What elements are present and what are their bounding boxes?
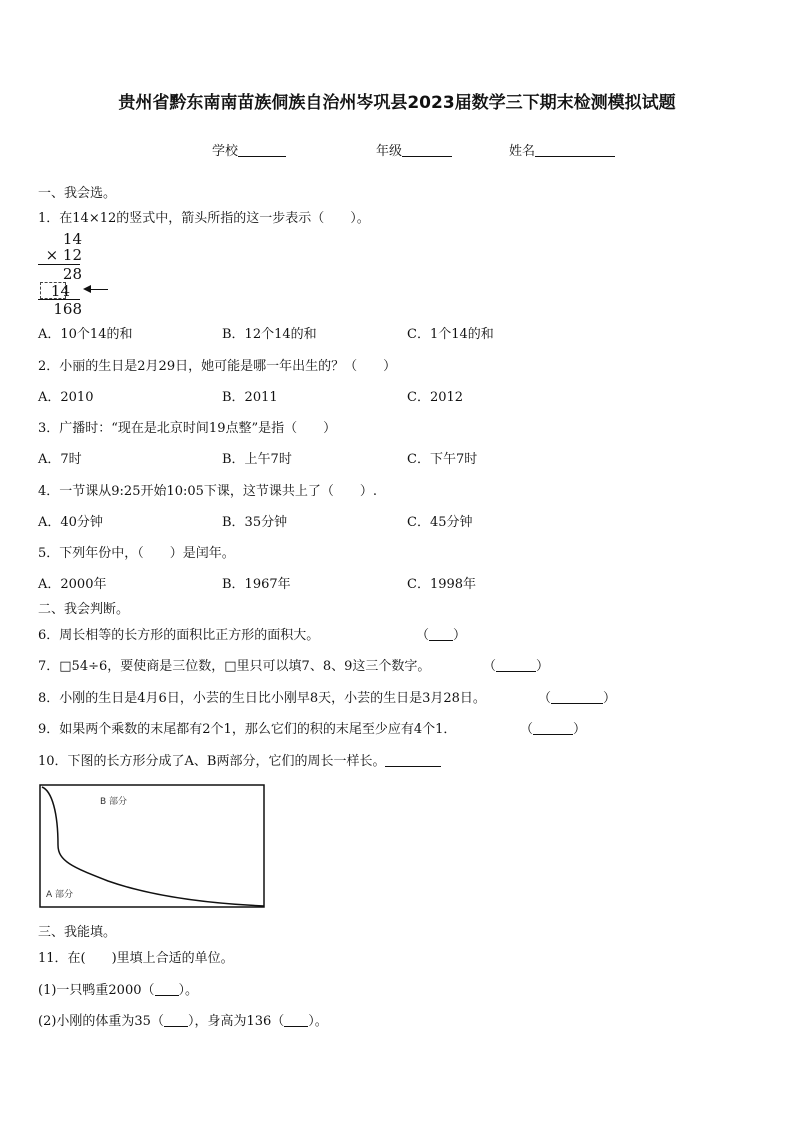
q5-option-b[interactable]: B．1967年 <box>222 577 291 592</box>
question-11-part-2 <box>38 1010 328 1029</box>
q9-paren-open: （ <box>520 722 534 737</box>
q5-option-c[interactable]: C．1998年 <box>407 577 477 592</box>
q10-blank[interactable] <box>385 753 441 767</box>
calc-row-3: 28 <box>62 265 82 283</box>
q4-option-c[interactable]: C．45分钟 <box>407 515 473 530</box>
figure-curve <box>42 787 264 906</box>
arrow-shaft <box>88 289 108 290</box>
calc-row-1: 14 <box>62 230 82 248</box>
question-1: 1．在14×12的竖式中，箭头所指的这一步表示（ ）。 <box>38 211 370 226</box>
grade-blank[interactable] <box>402 143 452 157</box>
q7-blank[interactable] <box>496 658 536 672</box>
q6-paren-open: （ <box>416 628 430 643</box>
q11-p1-post: ）。 <box>178 983 199 998</box>
q2-option-b[interactable]: B．2011 <box>222 390 278 405</box>
q11-p2-pre: (2)小刚的体重为35（ <box>38 1014 164 1029</box>
question-11-part-1 <box>38 979 198 998</box>
grade-label: 年级 <box>376 144 403 159</box>
q7-answer[interactable] <box>483 655 549 674</box>
q6-answer[interactable] <box>416 624 466 643</box>
section-heading-fill: 三、我能填。 <box>38 925 117 940</box>
q9-paren-close: ） <box>573 722 587 737</box>
q8-blank[interactable] <box>551 690 603 704</box>
q11-p2-post: ）。 <box>308 1014 328 1029</box>
figure-label-a: A 部分 <box>46 890 74 900</box>
question-4: 4．一节课从9:25开始10:05下课，这节课共上了（ ）. <box>38 484 378 499</box>
q11-p1-blank[interactable] <box>155 982 179 996</box>
school-blank[interactable] <box>238 143 286 157</box>
name-blank[interactable] <box>535 143 615 157</box>
q1-option-c[interactable]: C．1个14的和 <box>407 327 494 342</box>
q3-option-a[interactable]: A．7时 <box>38 452 82 467</box>
q9-answer[interactable] <box>520 718 586 737</box>
calc-row-2: × 12 <box>45 246 82 264</box>
question-6: 6．周长相等的长方形的面积比正方形的面积大。 <box>38 628 320 643</box>
q7-paren-close: ） <box>536 659 550 674</box>
question-8: 8．小刚的生日是4月6日，小芸的生日比小刚早8天，小芸的生日是3月28日。 <box>38 691 486 706</box>
q2-option-c[interactable]: C．2012 <box>407 390 464 405</box>
name-label: 姓名 <box>509 144 536 159</box>
school-label: 学校 <box>212 144 239 159</box>
school-field <box>212 140 286 159</box>
grade-field <box>376 140 452 159</box>
q6-blank[interactable] <box>429 627 453 641</box>
section-heading-judge: 二、我会判断。 <box>38 602 130 617</box>
page-title: 贵州省黔东南南苗族侗族自治州岑巩县2023届数学三下期末检测模拟试题 <box>118 93 676 113</box>
question-10 <box>38 750 441 769</box>
question-2: 2．小丽的生日是2月29日，她可能是哪一年出生的？（ ） <box>38 359 397 374</box>
q4-option-a[interactable]: A．40分钟 <box>38 515 103 530</box>
q1-option-a[interactable]: A．10个14的和 <box>38 327 133 342</box>
q7-paren-open: （ <box>483 659 497 674</box>
question-5: 5．下列年份中，（ ）是闰年。 <box>38 546 235 561</box>
q11-p2-mid: ），身高为136（ <box>187 1014 285 1029</box>
q11-p2-blank-1[interactable] <box>164 1013 188 1027</box>
q3-option-b[interactable]: B．上午7时 <box>222 452 292 467</box>
q8-paren-close: ） <box>603 691 617 706</box>
q11-p2-blank-2[interactable] <box>284 1013 308 1027</box>
calc-row-5: 168 <box>53 300 82 318</box>
figure-rectangle <box>40 785 264 907</box>
q4-option-b[interactable]: B．35分钟 <box>222 515 288 530</box>
q3-option-c[interactable]: C．下午7时 <box>407 452 478 467</box>
question-3: 3．广播时：“现在是北京时间19点整”是指（ ） <box>38 421 337 436</box>
q1-option-b[interactable]: B．12个14的和 <box>222 327 317 342</box>
figure-label-b: B 部分 <box>100 797 128 807</box>
vertical-multiplication <box>38 230 98 320</box>
rectangle-division-figure <box>38 783 266 909</box>
calc-row-4: 14 <box>50 282 70 300</box>
q6-paren-close: ） <box>453 628 467 643</box>
question-7: 7．□54÷6，要使商是三位数，□里只可以填7、8、9这三个数字。 <box>38 659 431 674</box>
q8-paren-open: （ <box>538 691 552 706</box>
q2-option-a[interactable]: A．2010 <box>38 390 94 405</box>
q11-p1-pre: (1)一只鸭重2000（ <box>38 983 155 998</box>
q8-answer[interactable] <box>538 687 616 706</box>
q9-blank[interactable] <box>533 721 573 735</box>
q10-text: 10．下图的长方形分成了A、B两部分，它们的周长一样长。 <box>38 754 386 769</box>
name-field <box>509 140 615 159</box>
q5-option-a[interactable]: A．2000年 <box>38 577 107 592</box>
question-11: 11．在( )里填上合适的单位。 <box>38 951 234 966</box>
section-heading-choose: 一、我会选。 <box>38 186 117 201</box>
question-9: 9．如果两个乘数的末尾都有2个1，那么它们的积的末尾至少应有4个1． <box>38 722 457 737</box>
